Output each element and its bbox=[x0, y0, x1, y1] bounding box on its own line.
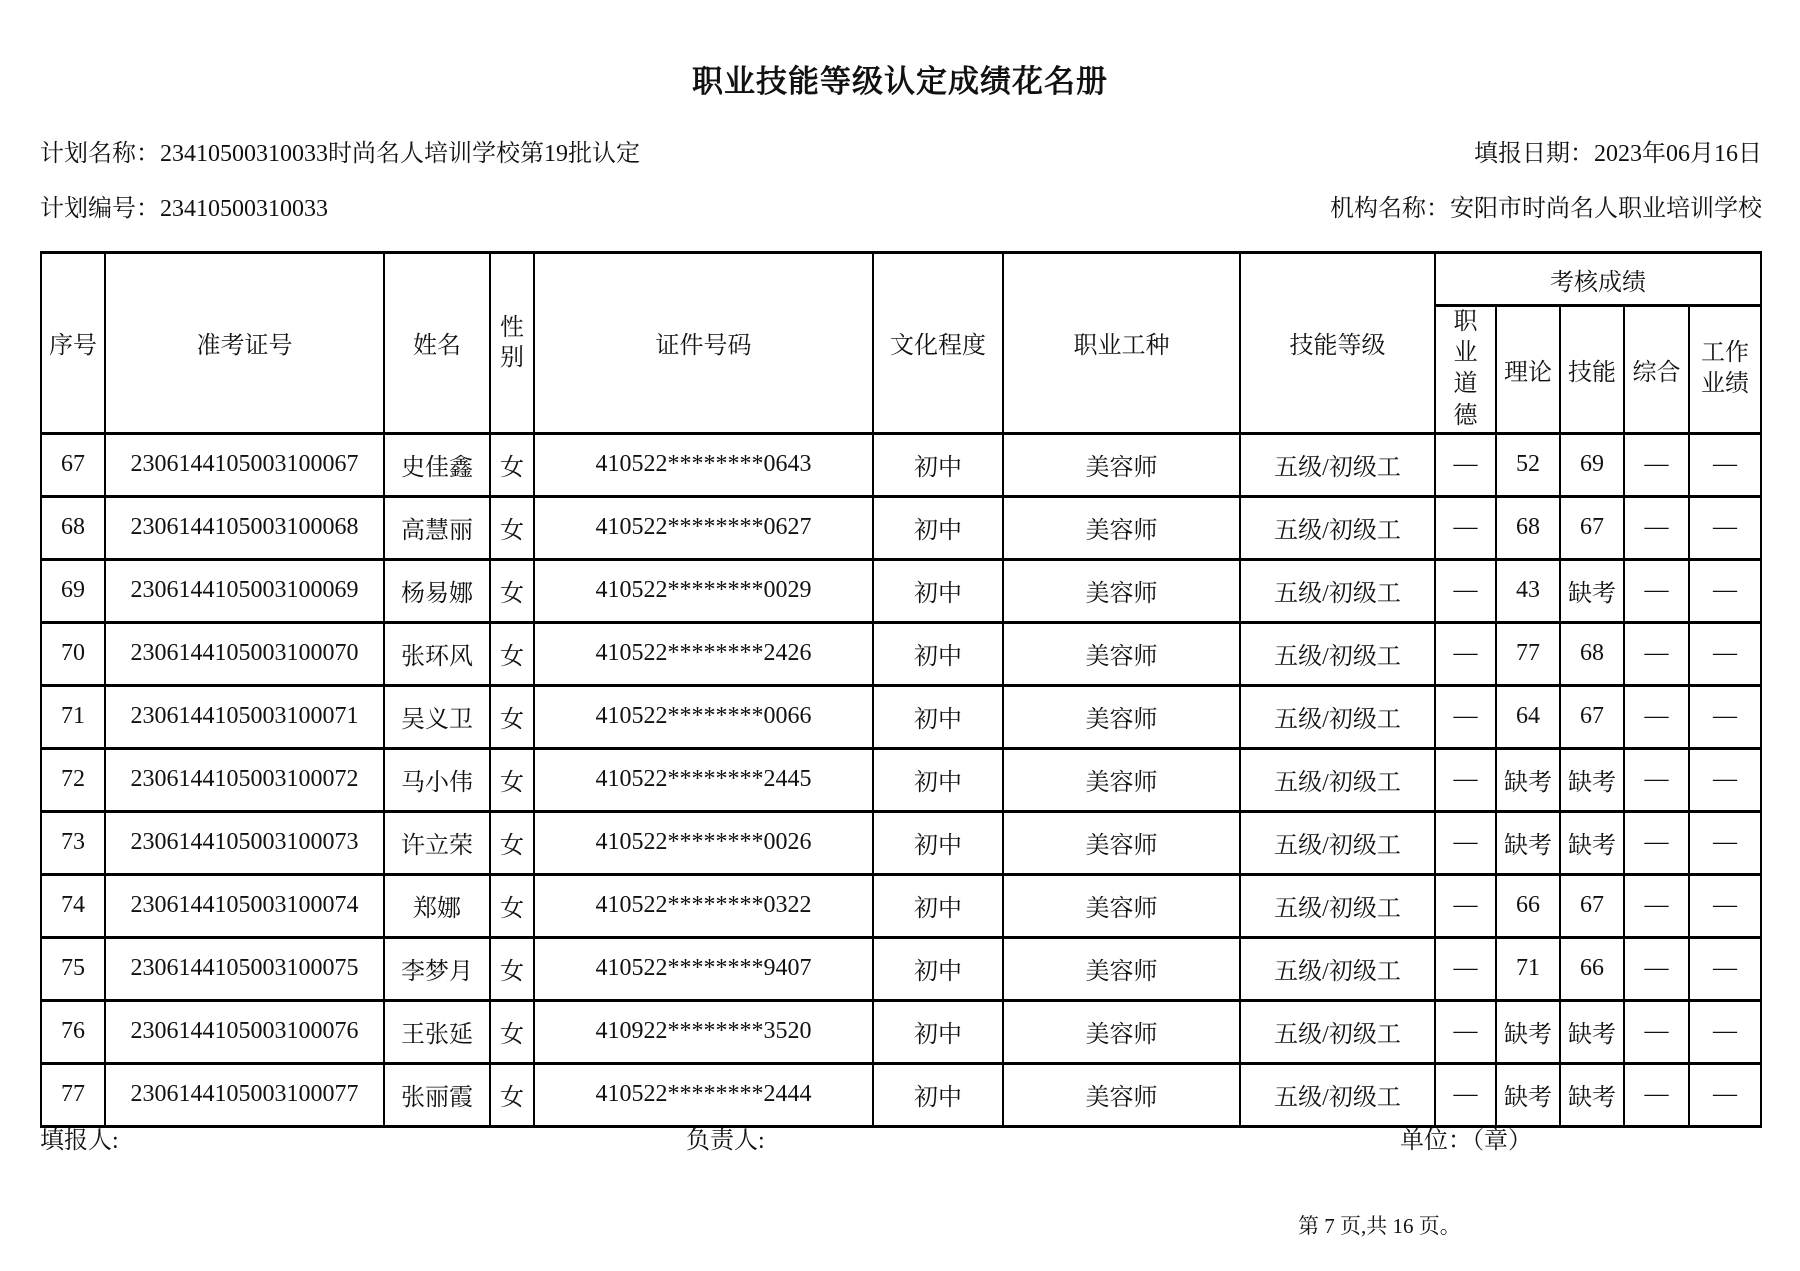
cell-ticket-no: 2306144105003100067 bbox=[105, 433, 384, 496]
cell-gender: 女 bbox=[490, 748, 534, 811]
cell-gender: 女 bbox=[490, 433, 534, 496]
cell-score-work: — bbox=[1689, 748, 1761, 811]
cell-skill-level: 五级/初级工 bbox=[1240, 874, 1435, 937]
page-title: 职业技能等级认定成绩花名册 bbox=[692, 64, 1108, 99]
table-row bbox=[41, 1063, 1761, 1126]
cell-score-ethics: — bbox=[1435, 622, 1496, 685]
table-row bbox=[41, 874, 1761, 937]
cell-occupation: 美容师 bbox=[1003, 685, 1240, 748]
cell-education: 初中 bbox=[873, 1000, 1003, 1063]
col-header-id-no: 证件号码 bbox=[534, 253, 873, 434]
cell-score-comprehensive: — bbox=[1624, 496, 1689, 559]
cell-name: 史佳鑫 bbox=[384, 433, 490, 496]
cell-score-comprehensive: — bbox=[1624, 874, 1689, 937]
cell-score-work: — bbox=[1689, 1000, 1761, 1063]
report-date-value: 2023年06月16日 bbox=[1594, 141, 1762, 167]
col-header-occupation: 职业工种 bbox=[1003, 253, 1240, 434]
cell-score-skill: 69 bbox=[1560, 433, 1624, 496]
plan-name-value: 23410500310033时尚名人培训学校第19批认定 bbox=[160, 141, 640, 167]
cell-id-no: 410522********2444 bbox=[534, 1063, 873, 1126]
table-row bbox=[41, 622, 1761, 685]
cell-education: 初中 bbox=[873, 811, 1003, 874]
cell-score-skill: 缺考 bbox=[1560, 811, 1624, 874]
cell-occupation: 美容师 bbox=[1003, 1000, 1240, 1063]
cell-id-no: 410522********0026 bbox=[534, 811, 873, 874]
cell-skill-level: 五级/初级工 bbox=[1240, 685, 1435, 748]
org-name bbox=[1330, 188, 1762, 223]
plan-name bbox=[40, 133, 640, 168]
cell-skill-level: 五级/初级工 bbox=[1240, 1000, 1435, 1063]
cell-ticket-no: 2306144105003100077 bbox=[105, 1063, 384, 1126]
cell-score-comprehensive: — bbox=[1624, 622, 1689, 685]
cell-name: 李梦月 bbox=[384, 937, 490, 1000]
cell-ticket-no: 2306144105003100068 bbox=[105, 496, 384, 559]
cell-score-ethics: — bbox=[1435, 1000, 1496, 1063]
cell-occupation: 美容师 bbox=[1003, 496, 1240, 559]
table-row bbox=[41, 559, 1761, 622]
table-row bbox=[41, 748, 1761, 811]
cell-name: 吴义卫 bbox=[384, 685, 490, 748]
cell-name: 杨易娜 bbox=[384, 559, 490, 622]
page-number: 第 7 页,共 16 页。 bbox=[1298, 1214, 1461, 1238]
cell-score-ethics: — bbox=[1435, 748, 1496, 811]
cell-score-comprehensive: — bbox=[1624, 1063, 1689, 1126]
cell-score-comprehensive: — bbox=[1624, 811, 1689, 874]
table-row bbox=[41, 433, 1761, 496]
table-row bbox=[41, 1000, 1761, 1063]
col-header-education: 文化程度 bbox=[873, 253, 1003, 434]
cell-seq: 71 bbox=[41, 685, 105, 748]
cell-gender: 女 bbox=[490, 937, 534, 1000]
cell-seq: 70 bbox=[41, 622, 105, 685]
score-table-body bbox=[41, 433, 1761, 1126]
cell-score-ethics: — bbox=[1435, 1063, 1496, 1126]
table-row bbox=[41, 811, 1761, 874]
cell-id-no: 410522********0066 bbox=[534, 685, 873, 748]
cell-seq: 74 bbox=[41, 874, 105, 937]
cell-score-ethics: — bbox=[1435, 433, 1496, 496]
col-header-name: 姓名 bbox=[384, 253, 490, 434]
score-table-wrap bbox=[40, 251, 1762, 1128]
org-name-value: 安阳市时尚名人职业培训学校 bbox=[1450, 196, 1762, 222]
cell-education: 初中 bbox=[873, 748, 1003, 811]
cell-education: 初中 bbox=[873, 874, 1003, 937]
cell-score-skill: 67 bbox=[1560, 874, 1624, 937]
cell-occupation: 美容师 bbox=[1003, 811, 1240, 874]
cell-occupation: 美容师 bbox=[1003, 622, 1240, 685]
cell-gender: 女 bbox=[490, 811, 534, 874]
report-date bbox=[1474, 133, 1762, 168]
cell-skill-level: 五级/初级工 bbox=[1240, 937, 1435, 1000]
cell-education: 初中 bbox=[873, 496, 1003, 559]
cell-score-work: — bbox=[1689, 496, 1761, 559]
cell-ticket-no: 2306144105003100072 bbox=[105, 748, 384, 811]
cell-occupation: 美容师 bbox=[1003, 433, 1240, 496]
cell-education: 初中 bbox=[873, 937, 1003, 1000]
cell-score-skill: 缺考 bbox=[1560, 1063, 1624, 1126]
cell-score-skill: 缺考 bbox=[1560, 748, 1624, 811]
cell-occupation: 美容师 bbox=[1003, 874, 1240, 937]
header-row-main bbox=[41, 253, 1761, 306]
cell-score-theory: 66 bbox=[1496, 874, 1560, 937]
cell-ticket-no: 2306144105003100069 bbox=[105, 559, 384, 622]
cell-score-theory: 缺考 bbox=[1496, 1063, 1560, 1126]
cell-seq: 67 bbox=[41, 433, 105, 496]
cell-score-theory: 43 bbox=[1496, 559, 1560, 622]
col-header-gender: 性别 bbox=[490, 253, 534, 434]
cell-education: 初中 bbox=[873, 685, 1003, 748]
cell-score-ethics: — bbox=[1435, 496, 1496, 559]
plan-code-label: 计划编号： bbox=[40, 196, 160, 222]
cell-score-comprehensive: — bbox=[1624, 685, 1689, 748]
cell-education: 初中 bbox=[873, 559, 1003, 622]
cell-score-comprehensive: — bbox=[1624, 937, 1689, 1000]
cell-name: 王张延 bbox=[384, 1000, 490, 1063]
cell-name: 张丽霞 bbox=[384, 1063, 490, 1126]
cell-seq: 73 bbox=[41, 811, 105, 874]
cell-name: 郑娜 bbox=[384, 874, 490, 937]
cell-score-theory: 71 bbox=[1496, 937, 1560, 1000]
cell-score-ethics: — bbox=[1435, 937, 1496, 1000]
cell-score-ethics: — bbox=[1435, 811, 1496, 874]
col-header-score-ethics: 职业道德 bbox=[1435, 306, 1496, 434]
cell-score-comprehensive: — bbox=[1624, 1000, 1689, 1063]
cell-skill-level: 五级/初级工 bbox=[1240, 811, 1435, 874]
cell-name: 许立荣 bbox=[384, 811, 490, 874]
cell-score-comprehensive: — bbox=[1624, 559, 1689, 622]
cell-occupation: 美容师 bbox=[1003, 937, 1240, 1000]
cell-id-no: 410522********0029 bbox=[534, 559, 873, 622]
cell-skill-level: 五级/初级工 bbox=[1240, 748, 1435, 811]
cell-education: 初中 bbox=[873, 433, 1003, 496]
col-header-scores-group: 考核成绩 bbox=[1435, 253, 1761, 306]
cell-gender: 女 bbox=[490, 496, 534, 559]
filler-label: 填报人: bbox=[40, 1128, 119, 1154]
cell-seq: 75 bbox=[41, 937, 105, 1000]
cell-score-comprehensive: — bbox=[1624, 748, 1689, 811]
cell-gender: 女 bbox=[490, 874, 534, 937]
cell-seq: 72 bbox=[41, 748, 105, 811]
meta-row-1 bbox=[40, 133, 1762, 168]
cell-score-work: — bbox=[1689, 811, 1761, 874]
cell-gender: 女 bbox=[490, 685, 534, 748]
cell-ticket-no: 2306144105003100070 bbox=[105, 622, 384, 685]
cell-ticket-no: 2306144105003100076 bbox=[105, 1000, 384, 1063]
cell-ticket-no: 2306144105003100071 bbox=[105, 685, 384, 748]
cell-score-work: — bbox=[1689, 937, 1761, 1000]
cell-score-ethics: — bbox=[1435, 559, 1496, 622]
cell-gender: 女 bbox=[490, 622, 534, 685]
cell-score-theory: 缺考 bbox=[1496, 1000, 1560, 1063]
cell-seq: 68 bbox=[41, 496, 105, 559]
cell-gender: 女 bbox=[490, 1000, 534, 1063]
cell-skill-level: 五级/初级工 bbox=[1240, 496, 1435, 559]
cell-skill-level: 五级/初级工 bbox=[1240, 1063, 1435, 1126]
cell-education: 初中 bbox=[873, 1063, 1003, 1126]
col-header-score-skill: 技能 bbox=[1560, 306, 1624, 434]
meta-row-2 bbox=[40, 188, 1762, 223]
plan-code bbox=[40, 188, 328, 223]
cell-id-no: 410522********2445 bbox=[534, 748, 873, 811]
score-table-head bbox=[41, 253, 1761, 434]
cell-score-work: — bbox=[1689, 1063, 1761, 1126]
cell-name: 张环风 bbox=[384, 622, 490, 685]
cell-score-work: — bbox=[1689, 874, 1761, 937]
cell-occupation: 美容师 bbox=[1003, 559, 1240, 622]
cell-gender: 女 bbox=[490, 559, 534, 622]
cell-score-theory: 64 bbox=[1496, 685, 1560, 748]
unit-seal-label: 单位：（章） bbox=[1400, 1128, 1532, 1154]
col-header-score-theory: 理论 bbox=[1496, 306, 1560, 434]
cell-score-skill: 缺考 bbox=[1560, 1000, 1624, 1063]
cell-id-no: 410922********3520 bbox=[534, 1000, 873, 1063]
cell-score-comprehensive: — bbox=[1624, 433, 1689, 496]
cell-name: 马小伟 bbox=[384, 748, 490, 811]
cell-ticket-no: 2306144105003100074 bbox=[105, 874, 384, 937]
cell-score-work: — bbox=[1689, 685, 1761, 748]
table-row bbox=[41, 937, 1761, 1000]
cell-ticket-no: 2306144105003100073 bbox=[105, 811, 384, 874]
cell-score-skill: 缺考 bbox=[1560, 559, 1624, 622]
cell-ticket-no: 2306144105003100075 bbox=[105, 937, 384, 1000]
cell-education: 初中 bbox=[873, 622, 1003, 685]
cell-score-theory: 缺考 bbox=[1496, 748, 1560, 811]
plan-name-label: 计划名称： bbox=[40, 141, 160, 167]
col-header-ticket-no: 准考证号 bbox=[105, 253, 384, 434]
plan-code-value: 23410500310033 bbox=[160, 196, 328, 222]
cell-id-no: 410522********2426 bbox=[534, 622, 873, 685]
col-header-score-comprehensive: 综合 bbox=[1624, 306, 1689, 434]
cell-score-ethics: — bbox=[1435, 874, 1496, 937]
cell-seq: 77 bbox=[41, 1063, 105, 1126]
org-name-label: 机构名称： bbox=[1330, 196, 1450, 222]
cell-occupation: 美容师 bbox=[1003, 1063, 1240, 1126]
cell-name: 高慧丽 bbox=[384, 496, 490, 559]
col-header-score-work: 工作业绩 bbox=[1689, 306, 1761, 434]
cell-score-theory: 缺考 bbox=[1496, 811, 1560, 874]
cell-score-skill: 68 bbox=[1560, 622, 1624, 685]
cell-seq: 76 bbox=[41, 1000, 105, 1063]
cell-score-skill: 67 bbox=[1560, 496, 1624, 559]
cell-score-work: — bbox=[1689, 559, 1761, 622]
cell-score-ethics: — bbox=[1435, 685, 1496, 748]
cell-skill-level: 五级/初级工 bbox=[1240, 433, 1435, 496]
table-row bbox=[41, 496, 1761, 559]
cell-score-work: — bbox=[1689, 433, 1761, 496]
col-header-skill-level: 技能等级 bbox=[1240, 253, 1435, 434]
cell-gender: 女 bbox=[490, 1063, 534, 1126]
responsible-label: 负责人: bbox=[686, 1128, 765, 1154]
cell-score-work: — bbox=[1689, 622, 1761, 685]
score-table bbox=[40, 251, 1762, 1128]
cell-score-skill: 66 bbox=[1560, 937, 1624, 1000]
cell-id-no: 410522********0322 bbox=[534, 874, 873, 937]
cell-score-theory: 68 bbox=[1496, 496, 1560, 559]
report-date-label: 填报日期： bbox=[1474, 141, 1594, 167]
cell-id-no: 410522********9407 bbox=[534, 937, 873, 1000]
cell-score-skill: 67 bbox=[1560, 685, 1624, 748]
cell-id-no: 410522********0643 bbox=[534, 433, 873, 496]
col-header-seq: 序号 bbox=[41, 253, 105, 434]
cell-score-theory: 52 bbox=[1496, 433, 1560, 496]
cell-skill-level: 五级/初级工 bbox=[1240, 622, 1435, 685]
cell-score-theory: 77 bbox=[1496, 622, 1560, 685]
cell-skill-level: 五级/初级工 bbox=[1240, 559, 1435, 622]
cell-seq: 69 bbox=[41, 559, 105, 622]
table-row bbox=[41, 685, 1761, 748]
cell-occupation: 美容师 bbox=[1003, 748, 1240, 811]
cell-id-no: 410522********0627 bbox=[534, 496, 873, 559]
